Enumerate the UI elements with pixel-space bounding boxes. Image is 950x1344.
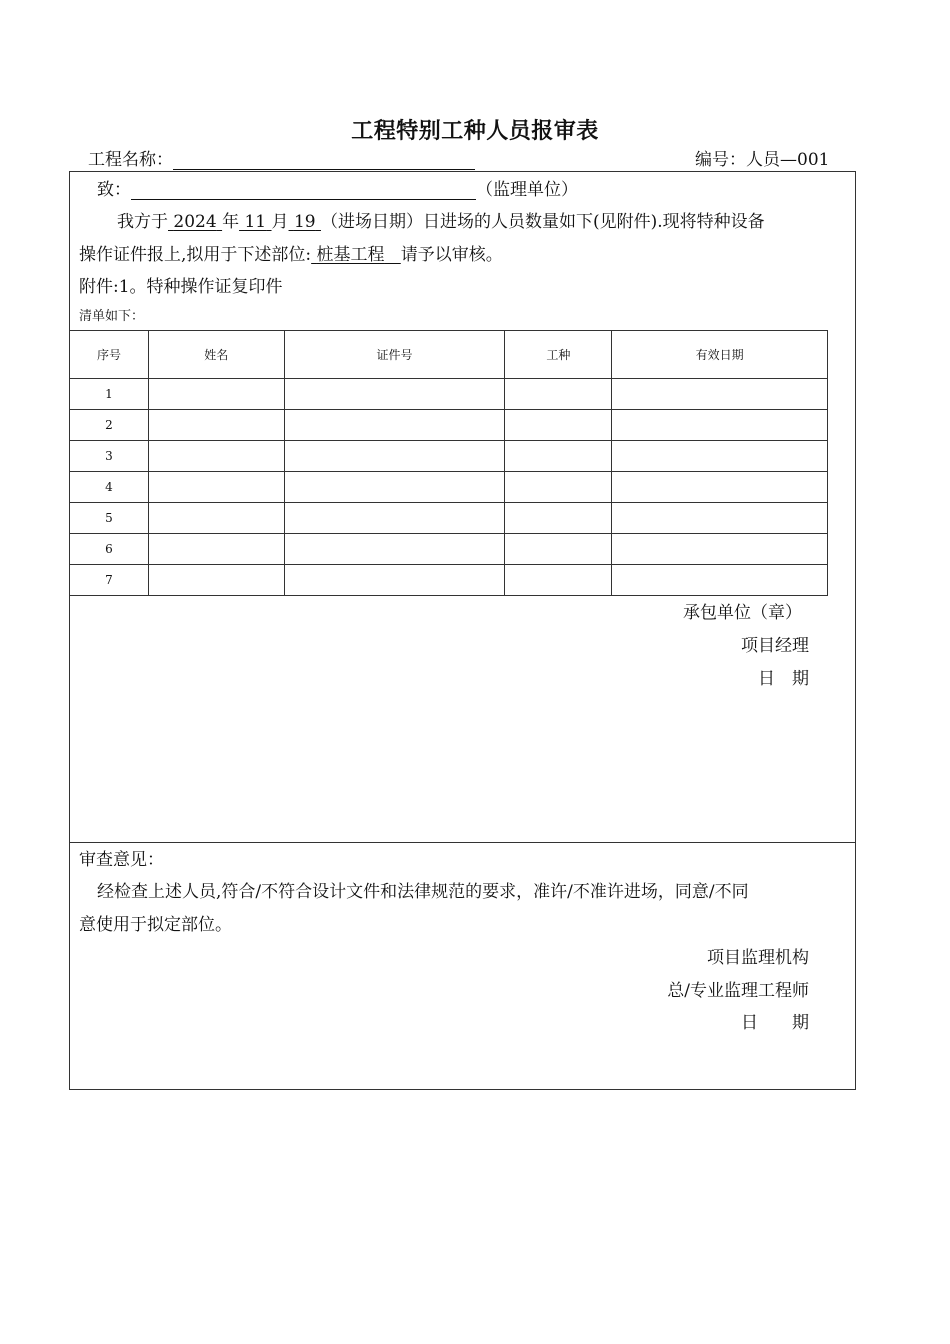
contractor-date: 日 期 (758, 669, 809, 689)
table-row (70, 441, 828, 472)
location-text-a: 操作证件报上,拟用于下述部位: (79, 245, 312, 265)
cert-no-cell[interactable] (284, 410, 505, 441)
col-header-name: 姓名 (148, 331, 284, 379)
code-value: 人员—001 (746, 150, 830, 170)
col-header-index: 序号 (70, 331, 149, 379)
trade-cell[interactable] (505, 565, 612, 596)
name-cell[interactable] (148, 410, 284, 441)
entry-year: 2024 (173, 212, 217, 232)
name-cell[interactable] (148, 534, 284, 565)
entry-text-a: 我方于 (117, 212, 168, 232)
table-row (70, 472, 828, 503)
name-cell[interactable] (148, 441, 284, 472)
entry-month: 11 (244, 212, 267, 232)
review-date: 日 期 (741, 1013, 809, 1033)
row-index: 4 (70, 472, 149, 503)
location-text-b: 请予以审核。 (400, 245, 503, 265)
cert-no-cell[interactable] (284, 441, 505, 472)
name-cell[interactable] (148, 379, 284, 410)
valid-date-cell[interactable] (612, 503, 828, 534)
cert-no-cell[interactable] (284, 565, 505, 596)
project-name-row (88, 145, 475, 170)
trade-cell[interactable] (505, 379, 612, 410)
code-label: 编号： (695, 150, 746, 170)
page-title: 工程特别工种人员报审表 (351, 119, 599, 144)
supervisor-field[interactable] (131, 181, 476, 200)
supervising-engineer: 总/专业监理工程师 (667, 981, 809, 1001)
table-row (70, 534, 828, 565)
attachment-line: 附件:1。特种操作证复印件 (79, 277, 283, 297)
to-row (97, 175, 578, 200)
table-row (70, 379, 828, 410)
row-index: 6 (70, 534, 149, 565)
entry-text-d: （进场日期）日进场的人员数量如下(见附件).现将特种设备 (320, 212, 765, 232)
location-value: 桩基工程 (316, 245, 385, 265)
cert-no-cell[interactable] (284, 379, 505, 410)
trade-cell[interactable] (505, 472, 612, 503)
entry-date-line (117, 207, 765, 232)
row-index: 7 (70, 565, 149, 596)
valid-date-cell[interactable] (612, 410, 828, 441)
list-label: 清单如下： (79, 309, 145, 324)
row-index: 5 (70, 503, 149, 534)
location-line (79, 240, 503, 265)
table-row (70, 410, 828, 441)
review-text-2: 意使用于拟定部位。 (79, 915, 232, 935)
table-row (70, 565, 828, 596)
valid-date-cell[interactable] (612, 565, 828, 596)
valid-date-cell[interactable] (612, 379, 828, 410)
cert-no-cell[interactable] (284, 534, 505, 565)
project-manager: 项目经理 (741, 636, 809, 656)
review-label: 审查意见： (79, 850, 164, 870)
table-header-row (70, 331, 828, 379)
supervisor-suffix: （监理单位） (476, 180, 578, 200)
row-index: 1 (70, 379, 149, 410)
valid-date-cell[interactable] (612, 472, 828, 503)
trade-cell[interactable] (505, 441, 612, 472)
entry-text-c: 月 (271, 212, 289, 232)
col-header-trade: 工种 (505, 331, 612, 379)
row-index: 3 (70, 441, 149, 472)
name-cell[interactable] (148, 472, 284, 503)
project-name-label: 工程名称： (88, 150, 173, 170)
name-cell[interactable] (148, 503, 284, 534)
review-text-1: 经检查上述人员,符合/不符合设计文件和法律规范的要求，准许/不准许进场，同意/不同 (97, 882, 749, 902)
trade-cell[interactable] (505, 534, 612, 565)
name-cell[interactable] (148, 565, 284, 596)
cert-no-cell[interactable] (284, 472, 505, 503)
trade-cell[interactable] (505, 410, 612, 441)
entry-day: 19 (293, 212, 316, 232)
to-label: 致： (97, 180, 131, 200)
row-index: 2 (70, 410, 149, 441)
valid-date-cell[interactable] (612, 441, 828, 472)
supervision-org: 项目监理机构 (707, 948, 809, 968)
valid-date-cell[interactable] (612, 534, 828, 565)
contractor-unit: 承包单位（章） (683, 603, 802, 623)
table-row (70, 503, 828, 534)
col-header-valid-date: 有效日期 (612, 331, 828, 379)
personnel-table (69, 330, 828, 596)
col-header-cert-no: 证件号 (284, 331, 505, 379)
entry-text-b: 年 (222, 212, 240, 232)
code-row (695, 145, 829, 170)
trade-cell[interactable] (505, 503, 612, 534)
cert-no-cell[interactable] (284, 503, 505, 534)
project-name-field[interactable] (173, 151, 475, 170)
